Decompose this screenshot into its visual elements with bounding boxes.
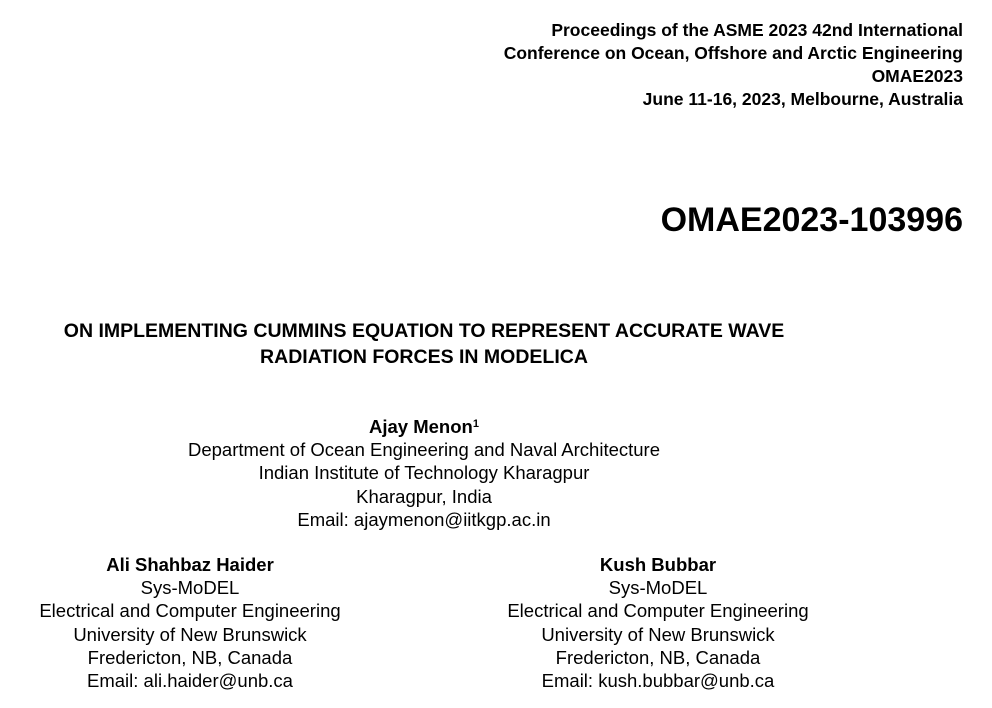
author-block-menon	[0, 415, 848, 531]
author-institution: Indian Institute of Technology Kharagpur	[258, 462, 590, 484]
paper-title-line-1: ON IMPLEMENTING CUMMINS EQUATION TO REPRESENT ACCURATE WAVE	[63, 320, 785, 342]
proceedings-line-3: OMAE2023	[871, 66, 963, 86]
paper-title-line-2: RADIATION FORCES IN MODELICA	[260, 346, 588, 368]
proceedings-line-4: June 11-16, 2023, Melbourne, Australia	[642, 89, 963, 109]
author-institution: University of New Brunswick	[541, 623, 775, 645]
author-location: Fredericton, NB, Canada	[555, 646, 761, 668]
author-institution: University of New Brunswick	[73, 623, 307, 645]
author-footnote-marker: 1	[472, 418, 479, 430]
author-department: Electrical and Computer Engineering	[507, 600, 809, 622]
author-location: Kharagpur, India	[356, 485, 492, 507]
author-email: Email: ali.haider@unb.ca	[87, 670, 293, 692]
author-department: Department of Ocean Engineering and Naval Architecture	[187, 439, 661, 461]
paper-title	[0, 318, 848, 370]
author-email: Email: ajaymenon@iitkgp.ac.in	[297, 508, 551, 530]
paper-id: OMAE2023-103996	[660, 201, 963, 239]
author-name	[0, 415, 848, 438]
author-email: Email: kush.bubbar@unb.ca	[541, 670, 775, 692]
proceedings-line-2: Conference on Ocean, Offshore and Arctic Engineering	[503, 43, 963, 63]
author-department: Electrical and Computer Engineering	[39, 600, 341, 622]
proceedings-line-1: Proceedings of the ASME 2023 42nd International	[551, 20, 963, 40]
author-name-text: Ajay Menon	[369, 416, 473, 437]
author-location: Fredericton, NB, Canada	[87, 646, 293, 668]
author-block-bubbar	[468, 553, 848, 692]
author-block-haider	[0, 553, 380, 692]
author-name: Ali Shahbaz Haider	[106, 554, 274, 575]
author-lab: Sys-MoDEL	[608, 577, 708, 599]
author-name: Kush Bubbar	[599, 554, 717, 575]
proceedings-header	[504, 19, 963, 111]
author-lab: Sys-MoDEL	[140, 577, 240, 599]
